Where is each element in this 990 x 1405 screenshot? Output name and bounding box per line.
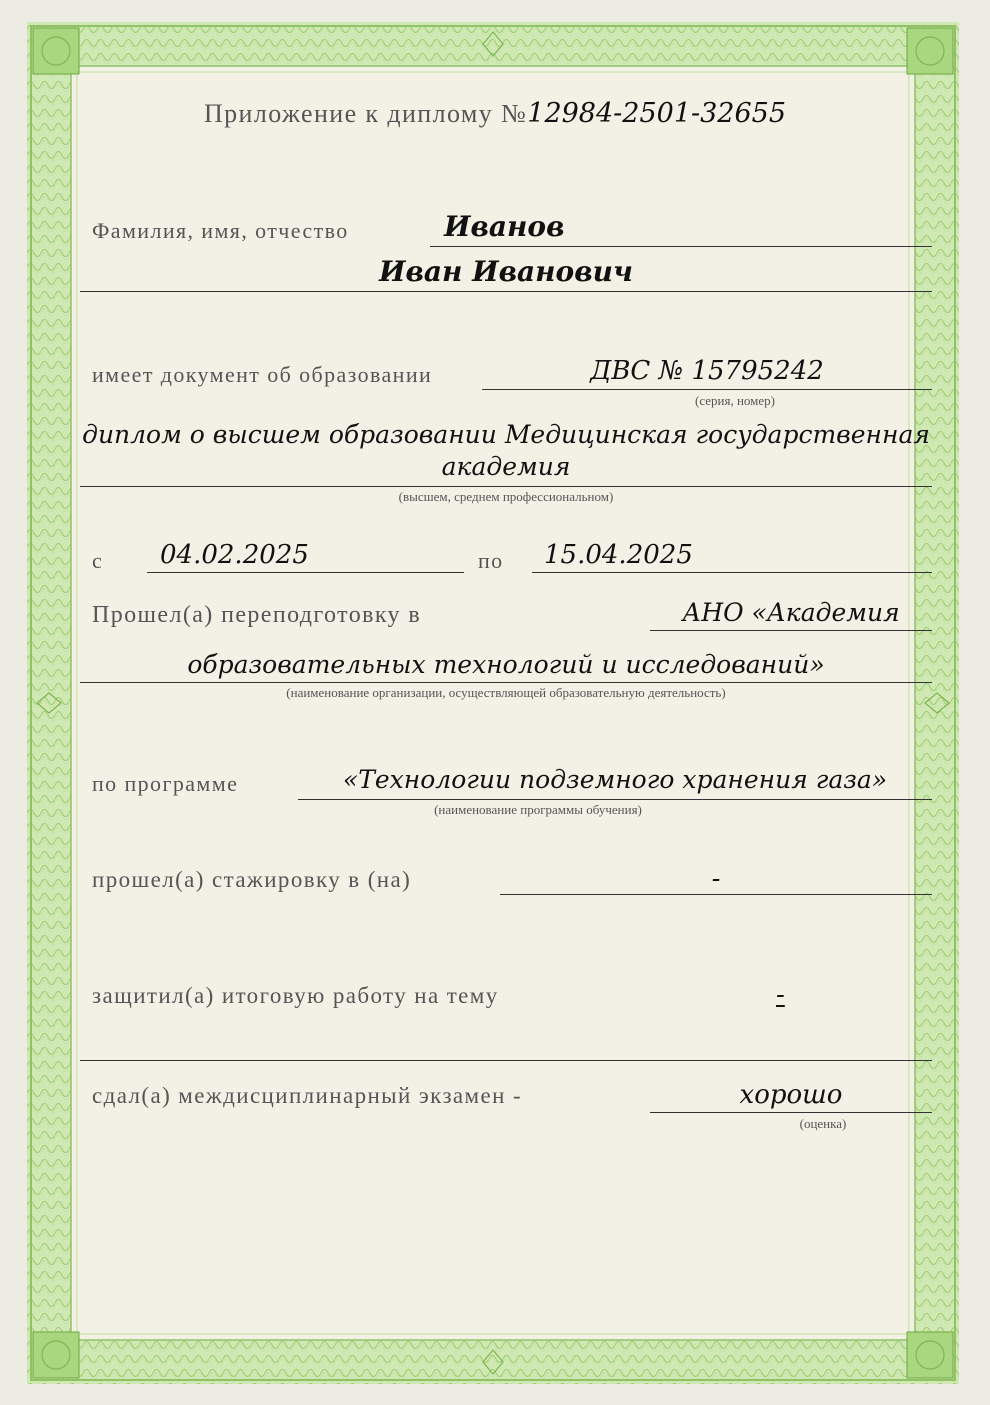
retraining-org-line-2: [80, 682, 932, 683]
thesis-value: -: [776, 980, 785, 1010]
internship-line: [500, 894, 932, 895]
education-doc-series-line: [482, 389, 932, 390]
period-from-line: [147, 572, 464, 573]
retraining-org-1: АНО «Академия: [682, 598, 900, 627]
diploma-number: 12984-2501-32655: [527, 98, 787, 129]
education-doc-series: ДВС № 15795242: [590, 356, 824, 386]
exam-label: сдал(а) междисциплинарный экзамен -: [92, 1083, 523, 1108]
document-header: [0, 98, 990, 129]
education-doc-label: имеет документ об образовании: [92, 362, 433, 387]
header-prefix: Приложение к диплому №: [203, 99, 528, 128]
fio-surname: Иванов: [444, 210, 565, 243]
program-line: [298, 799, 932, 800]
education-doc-description-hint: (высшем, среднем профессиональном): [398, 489, 614, 504]
retraining-label: Прошел(а) переподготовку в: [92, 602, 422, 628]
thesis-line: [80, 1060, 932, 1061]
fio-label: Фамилия, имя, отчество: [92, 218, 349, 243]
internship-label: прошел(а) стажировку в (на): [92, 867, 412, 892]
retraining-org-2: образовательных технологий и исследований»: [187, 650, 825, 679]
retraining-org-line-1: [650, 630, 932, 631]
education-doc-description-1: диплом о высшем образовании Медицинская государственная: [82, 420, 930, 449]
period-to-date: 15.04.2025: [544, 540, 693, 570]
period-to-label: по: [478, 548, 504, 573]
fio-name-patronymic: Иван Иванович: [379, 255, 633, 288]
program-hint: (наименование программы обучения): [434, 802, 642, 817]
education-doc-description-2: академия: [441, 452, 571, 481]
education-doc-series-hint: (серия, номер): [695, 393, 775, 408]
program-name: «Технологии подземного хранения газа»: [342, 765, 888, 794]
period-from-label: с: [92, 548, 104, 573]
period-from-date: 04.02.2025: [160, 540, 309, 570]
fio-surname-line: [430, 246, 932, 247]
program-label: по программе: [92, 771, 239, 796]
exam-grade: хорошо: [739, 1080, 843, 1110]
internship-value: -: [711, 864, 721, 894]
exam-line: [650, 1112, 932, 1113]
retraining-org-hint: (наименование организации, осуществляющей образовательную деятельность): [286, 685, 726, 700]
education-doc-description-line: [80, 486, 932, 487]
fio-name-line: [80, 291, 932, 292]
thesis-label: защитил(а) итоговую работу на тему: [92, 983, 499, 1008]
period-to-line: [532, 572, 932, 573]
exam-hint: (оценка): [799, 1116, 847, 1131]
